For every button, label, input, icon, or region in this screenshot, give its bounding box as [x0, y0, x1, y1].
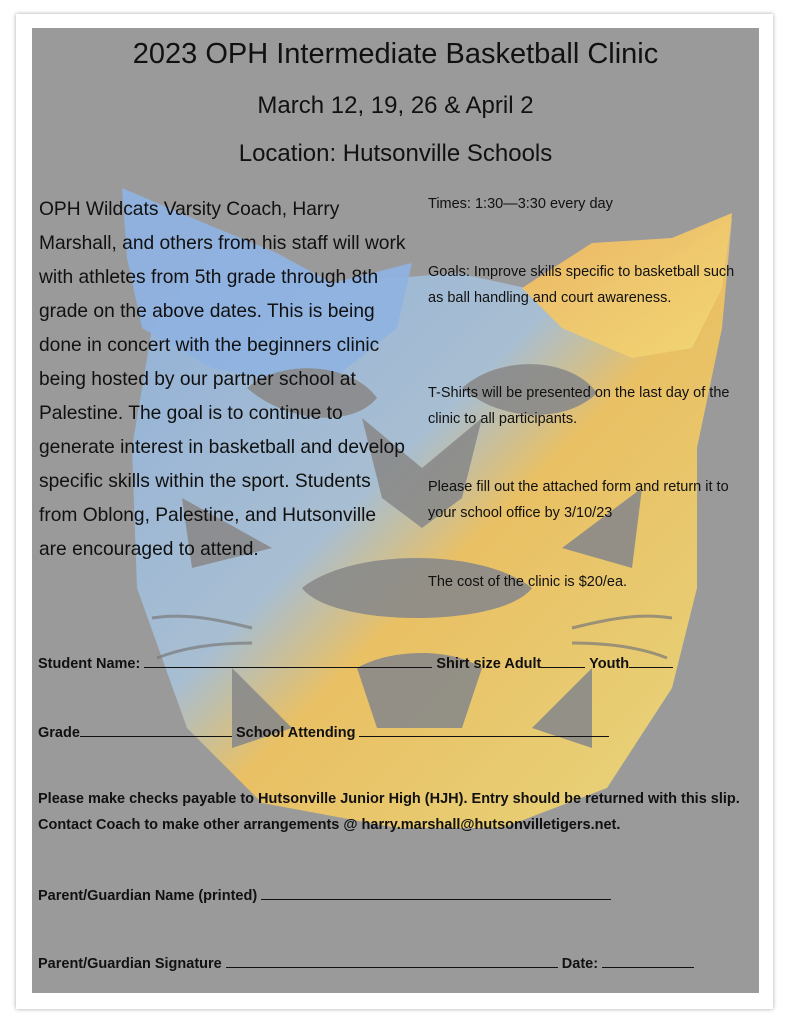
student-name-label: Student Name:: [38, 656, 141, 672]
shirt-size-label: Shirt size Adult: [436, 656, 542, 672]
date-field[interactable]: [602, 953, 694, 968]
intro-paragraph: OPH Wildcats Varsity Coach, Harry Marshall, and others from his staff will work with athletes from 5th grade through 8th grade on the above dates. This is being done in concert with the beginners clinic being hosted by our partner school at Palestine. The goal is to continue to generate interest in basketball and develop specific skills within the sport. Students from Oblong, Palestine, and Hutsonville are encouraged to attend.: [39, 199, 406, 560]
parent-name-row: [38, 885, 611, 904]
flyer: [32, 28, 759, 993]
grade-label: Grade: [38, 725, 80, 741]
clinic-dates: March 12, 19, 26 & April 2: [257, 92, 534, 119]
info-cost: The cost of the clinic is $20/ea.: [428, 574, 628, 590]
school-attending-label: School Attending: [235, 725, 356, 741]
student-name-field[interactable]: [144, 653, 432, 668]
student-row: [38, 653, 673, 672]
parent-signature-field[interactable]: [226, 953, 558, 968]
date-label: Date:: [561, 956, 599, 972]
youth-label: Youth: [589, 656, 630, 672]
parent-name-label: Parent/Guardian Name (printed): [38, 888, 258, 904]
page-title: 2023 OPH Intermediate Basketball Clinic: [132, 38, 659, 70]
parent-name-field[interactable]: [261, 885, 611, 900]
grade-field[interactable]: [80, 722, 232, 737]
school-attending-field[interactable]: [359, 722, 609, 737]
payment-note: Please make checks payable to Hutsonville Junior High (HJH). Entry should be returned with this slip. Contact Coach to make other arrangements @ harry.marshall@hutsonvilletigers.net.: [38, 791, 740, 833]
grade-row: [38, 722, 609, 741]
clinic-location: Location: Hutsonville Schools: [238, 140, 553, 167]
signature-row: [38, 953, 694, 972]
parent-signature-label: Parent/Guardian Signature: [38, 956, 222, 972]
info-goals: Goals: Improve skills specific to basketball such as ball handling and court awareness.: [428, 264, 735, 306]
info-tshirts: T-Shirts will be presented on the last day of the clinic to all participants.: [428, 385, 730, 427]
info-form: Please fill out the attached form and return it to your school office by 3/10/23: [428, 479, 729, 521]
shirt-size-adult-field[interactable]: [541, 653, 585, 668]
shirt-size-youth-field[interactable]: [629, 653, 673, 668]
info-times: Times: 1:30—3:30 every day: [428, 196, 613, 212]
